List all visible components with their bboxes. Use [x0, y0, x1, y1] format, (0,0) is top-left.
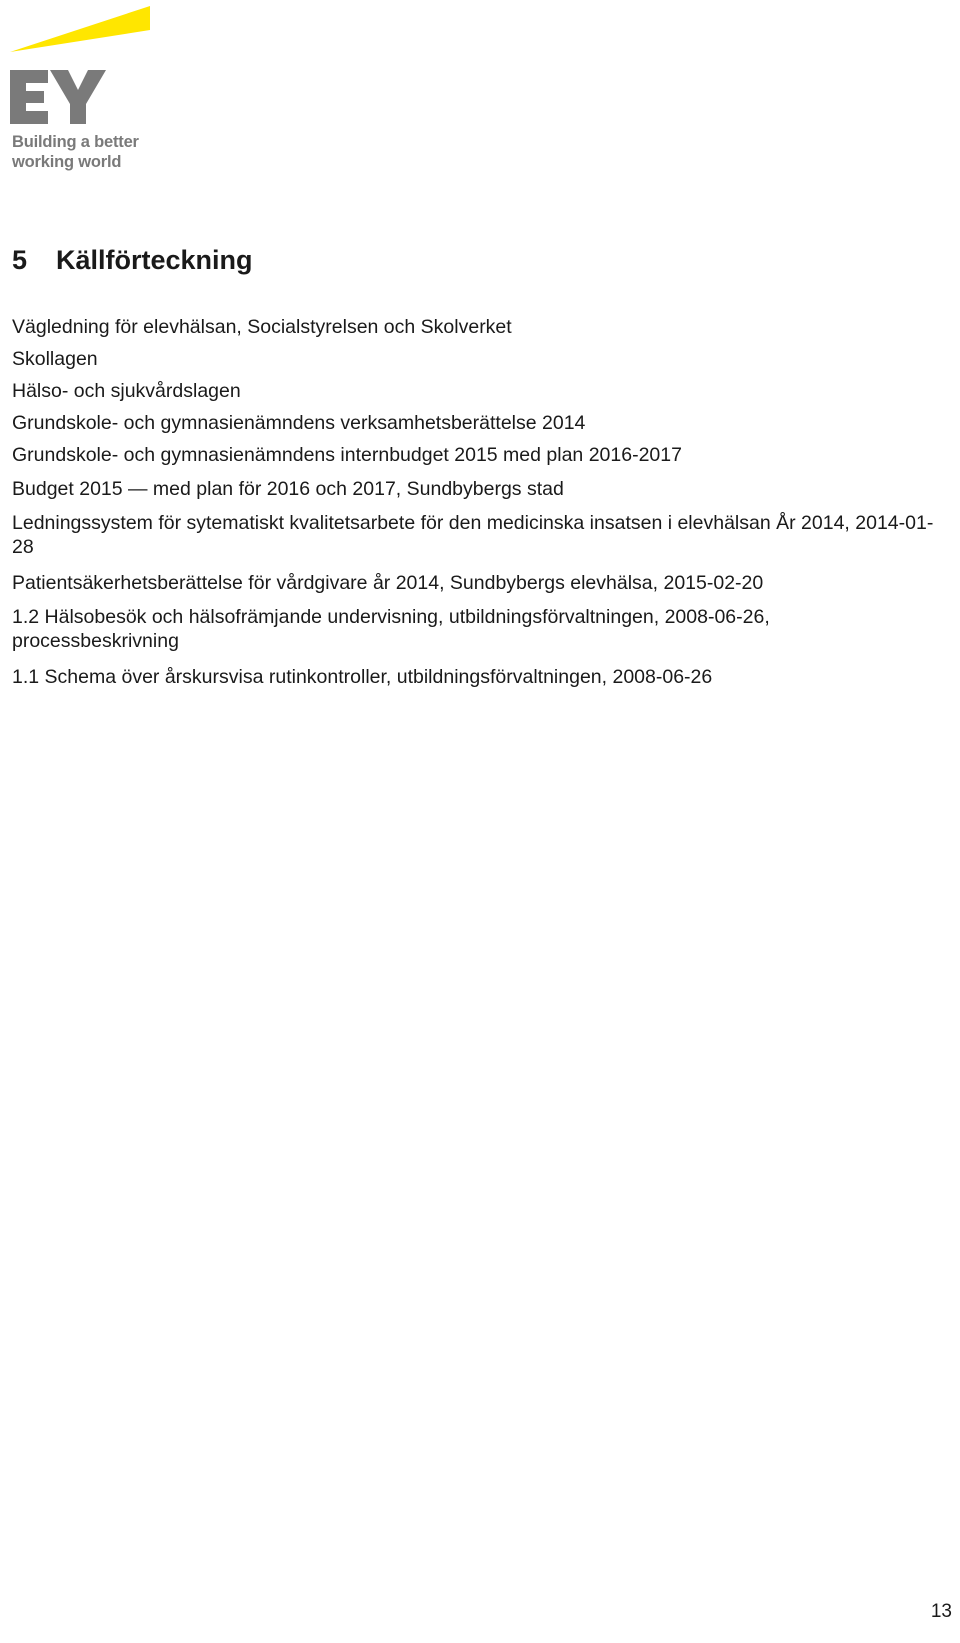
reference-item: Skollagen: [12, 348, 98, 370]
ey-logo: [8, 4, 158, 174]
section-title: Källförteckning: [56, 245, 253, 275]
ey-tagline: [12, 132, 139, 172]
reference-list: [12, 315, 942, 699]
ey-logo-mark: [8, 4, 158, 128]
reference-item: Grundskole- och gymnasienämndens verksamhetsberättelse 2014: [12, 412, 586, 434]
reference-item: Patientsäkerhetsberättelse för vårdgivare år 2014, Sundbybergs elevhälsa, 2015-02-20: [12, 572, 764, 594]
reference-item: 1.2 Hälsobesök och hälsofrämjande undervisning, utbildningsförvaltningen, 2008-06-26, processbeskrivning: [12, 606, 770, 652]
section-number: 5: [12, 245, 28, 275]
ey-letter-y-icon: [50, 70, 106, 124]
reference-item: Hälso- och sjukvårdslagen: [12, 380, 241, 402]
ey-letter-e-icon: [10, 70, 48, 124]
ey-tagline-line2: working world: [12, 153, 122, 171]
ey-beam-icon: [10, 6, 150, 52]
reference-item: 1.1 Schema över årskursvisa rutinkontroller, utbildningsförvaltningen, 2008-06-26: [12, 666, 713, 688]
reference-item: Ledningssystem för sytematiskt kvalitetsarbete för den medicinska insatsen i elevhälsan År 2014, 2014-01-28: [12, 512, 934, 558]
reference-item: Grundskole- och gymnasienämndens internbudget 2015 med plan 2016-2017: [12, 444, 682, 466]
page-number: 13: [930, 1601, 952, 1622]
section-heading: [12, 244, 253, 276]
reference-item: Budget 2015 — med plan för 2016 och 2017, Sundbybergs stad: [12, 478, 564, 500]
reference-item: Vägledning för elevhälsan, Socialstyrelsen och Skolverket: [12, 316, 512, 338]
ey-tagline-line1: Building a better: [12, 133, 139, 151]
